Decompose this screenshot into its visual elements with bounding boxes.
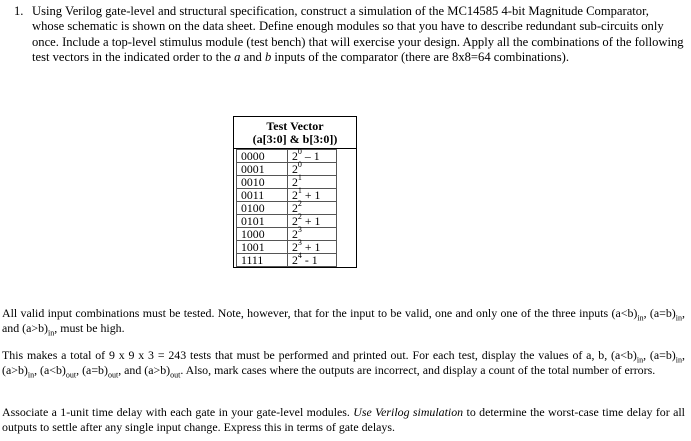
power-exponent: 2 — [297, 212, 302, 222]
test-vector-row — [237, 241, 337, 254]
power-cell — [288, 251, 337, 267]
p2-sig5: (a=b) — [82, 362, 108, 377]
test-vector-row — [237, 228, 337, 241]
power-exponent: 3 — [297, 225, 302, 235]
p2-sep1: , — [643, 348, 650, 362]
power-cell — [288, 147, 337, 163]
p2-sub1: in — [636, 355, 644, 365]
bits-cell: 1111 — [237, 254, 288, 267]
question-text — [32, 4, 684, 65]
paragraph-valid-inputs — [2, 306, 685, 335]
test-vector-row — [237, 163, 337, 176]
p2-sub5: out — [107, 369, 119, 379]
var-a: a — [234, 49, 241, 64]
test-vector-subtitle: (a[3:0] & b[3:0]) — [252, 132, 338, 146]
p2-text: This makes a total of 9 x 9 x 3 = 243 tests that must be performed and printed out. For each test, display the values of a, b, — [2, 348, 608, 362]
p2-sig4: (a<b) — [40, 362, 66, 377]
power-offset: + 1 — [301, 240, 321, 254]
power-base: 2 — [292, 162, 298, 176]
p1-sig2: (a=b) — [649, 306, 676, 320]
var-b: b — [264, 49, 272, 64]
test-vector-title: Test Vector — [266, 119, 324, 133]
power-cell — [288, 199, 337, 215]
bits-cell: 0001 — [237, 163, 288, 176]
test-vector-header — [234, 117, 356, 149]
test-vector-row — [237, 189, 337, 202]
power-base: 2 — [292, 149, 298, 163]
p2-sep3: , — [34, 362, 41, 377]
test-vector-table — [233, 116, 357, 268]
p1-sub3: in — [48, 327, 55, 337]
p2-sub3: in — [27, 369, 35, 379]
p2-sub4: out — [65, 369, 77, 379]
p1-sig1: (a<b) — [611, 306, 638, 320]
power-offset: - 1 — [301, 253, 318, 267]
test-vector-row — [237, 176, 337, 189]
power-base: 2 — [292, 214, 298, 228]
bits-cell: 0101 — [237, 215, 288, 228]
power-base: 2 — [292, 175, 298, 189]
p2-sep4: , — [76, 362, 83, 377]
test-vector-row — [237, 215, 337, 228]
power-base: 2 — [292, 253, 298, 267]
p1-sep2: , and — [2, 306, 685, 335]
bits-cell: 0010 — [237, 176, 288, 189]
p1-sig3: (a>b) — [22, 320, 49, 335]
power-exponent: 0 — [297, 160, 302, 170]
test-vector-row — [237, 254, 337, 267]
bits-cell: 0100 — [237, 202, 288, 215]
power-base: 2 — [292, 188, 298, 202]
p1-sub1: in — [637, 313, 644, 323]
p2-sig1: (a<b) — [611, 348, 637, 362]
p1-tail: , must be high. — [54, 320, 125, 335]
power-cell — [288, 186, 337, 202]
power-cell — [288, 212, 337, 228]
p2-sig2: (a=b) — [649, 348, 676, 362]
p2-sub6: out — [170, 369, 181, 379]
p3-text2: to determine the worst-case time delay for all outputs to settle after any single input change. Express this in terms of gate delays. — [2, 405, 685, 434]
p2-sub2: in — [675, 355, 683, 365]
power-cell — [288, 225, 337, 241]
power-offset: + 1 — [301, 188, 321, 202]
power-exponent: 0 — [297, 147, 302, 157]
paragraph-time-delay — [2, 405, 685, 434]
bits-cell: 1000 — [237, 228, 288, 241]
power-exponent: 1 — [297, 173, 302, 183]
power-offset: – 1 — [301, 149, 320, 163]
power-cell — [288, 238, 337, 254]
power-exponent: 2 — [297, 199, 302, 209]
p2-tail: . Also, mark cases where the outputs are incorrect, and display a count of the total number of errors. — [180, 362, 656, 377]
test-vector-row — [237, 202, 337, 215]
p3-emphasis: Use Verilog simulation — [353, 405, 464, 419]
question-number: 1. — [14, 4, 24, 18]
bits-cell: 0011 — [237, 189, 288, 202]
power-exponent: 4 — [297, 251, 302, 261]
power-base: 2 — [292, 240, 298, 254]
bits-cell: 0000 — [237, 150, 288, 163]
power-cell — [288, 160, 337, 176]
p2-sig3: (a>b) — [2, 362, 28, 377]
bits-cell: 1001 — [237, 241, 288, 254]
p2-sep2: , — [682, 348, 685, 362]
test-vector-row — [237, 150, 337, 163]
p1-sub2: in — [675, 313, 682, 323]
power-exponent: 3 — [297, 238, 302, 248]
paragraph-test-count — [2, 348, 685, 377]
p1-text: All valid input combinations must be tested. Note, however, that for the input to be valid, one and only one of the three inputs — [2, 306, 609, 320]
power-cell — [288, 173, 337, 189]
power-exponent: 1 — [297, 186, 302, 196]
question-block — [14, 4, 684, 65]
power-base: 2 — [292, 227, 298, 241]
power-base: 2 — [292, 201, 298, 215]
p2-sig6: (a>b) — [144, 362, 171, 377]
p2-sep5: , and — [118, 362, 145, 377]
question-text-main: Using Verilog gate-level and structural specification, construct a simulation of the MC14585 4-bit Magnitude Comparator, whose schematic is shown on the data sheet. Define enough modules so that you have to describe redundant sub-circuits only once. Include a top-level stimulus module (test bench) that will exercise your design. Apply all the combinations of the following test vectors in the indicated order to the — [32, 4, 684, 64]
test-vector-rows — [236, 149, 337, 267]
p3-text1: Associate a 1-unit time delay with each gate in your gate-level modules. — [2, 405, 350, 419]
question-text-end: inputs of the comparator (there are 8x8=64 combinations). — [274, 49, 569, 64]
power-offset: + 1 — [301, 214, 321, 228]
question-text-and: and — [243, 49, 262, 64]
p1-sep1: , — [643, 306, 650, 320]
